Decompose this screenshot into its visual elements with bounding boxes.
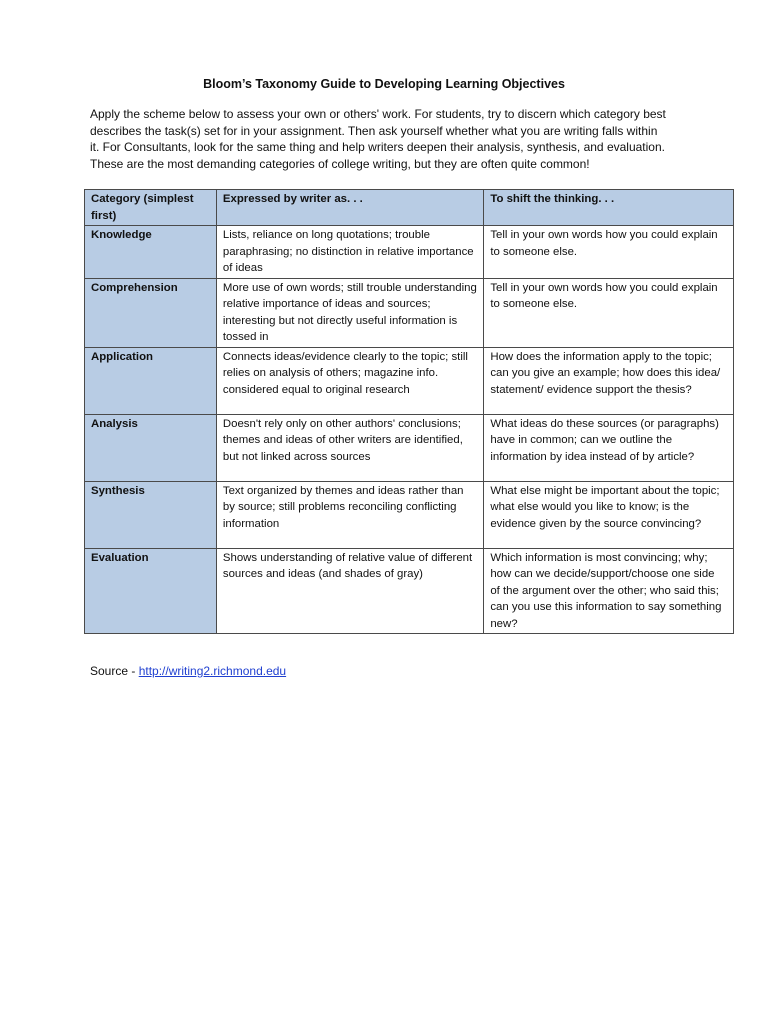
intro-line: Apply the scheme below to assess your own or others' work. For students, try to discern which category best xyxy=(90,107,666,121)
shift-cell: What else might be important about the topic; what else would you like to know; is the evidence given by the source convincing? xyxy=(484,481,734,548)
shift-cell: Tell in your own words how you could explain to someone else. xyxy=(484,226,734,279)
header-shift: To shift the thinking. . . xyxy=(484,190,734,226)
table-row xyxy=(85,548,734,634)
expressed-cell: Lists, reliance on long quotations; trouble paraphrasing; no distinction in relative importance of ideas xyxy=(216,226,483,279)
source-line xyxy=(90,663,286,679)
taxonomy-table xyxy=(84,189,734,634)
table-row xyxy=(85,414,734,481)
intro-line: These are the most demanding categories of college writing, but they are often quite common! xyxy=(90,156,590,171)
expressed-cell: Doesn't rely only on other authors' conclusions; themes and ideas of other writers are identified, but not linked across sources xyxy=(216,414,483,481)
table-header-row xyxy=(85,190,734,226)
category-cell: Evaluation xyxy=(85,548,217,634)
source-link[interactable]: http://writing2.richmond.edu xyxy=(138,664,287,678)
category-cell: Application xyxy=(85,347,217,414)
shift-cell: Which information is most convincing; why; how can we decide/support/choose one side of the argument over the other; who said this; can you use this information to say something new? xyxy=(484,548,734,634)
shift-cell: Tell in your own words how you could explain to someone else. xyxy=(484,278,734,347)
category-cell: Analysis xyxy=(85,414,217,481)
category-cell: Knowledge xyxy=(85,226,217,279)
intro-line: it. For Consultants, look for the same thing and help writers deepen their analysis, synthesis, and evaluation. xyxy=(90,140,665,154)
table-row xyxy=(85,278,734,347)
table-row xyxy=(85,226,734,279)
intro-paragraph xyxy=(90,106,730,172)
shift-cell: What ideas do these sources (or paragraphs) have in common; can we outline the information by idea instead of by article? xyxy=(484,414,734,481)
table-row xyxy=(85,347,734,414)
table-row xyxy=(85,481,734,548)
expressed-cell: Connects ideas/evidence clearly to the topic; still relies on analysis of others; magazine info. considered equal to original research xyxy=(216,347,483,414)
category-cell: Comprehension xyxy=(85,278,217,347)
header-expressed: Expressed by writer as. . . xyxy=(216,190,483,226)
header-category: Category (simplest first) xyxy=(85,190,217,226)
document-title: Bloom’s Taxonomy Guide to Developing Learning Objectives xyxy=(203,77,565,91)
expressed-cell: Shows understanding of relative value of different sources and ideas (and shades of gray) xyxy=(216,548,483,634)
expressed-cell: Text organized by themes and ideas rather than by source; still problems reconciling conflicting information xyxy=(216,481,483,548)
category-cell: Synthesis xyxy=(85,481,217,548)
source-label: Source - xyxy=(90,664,139,678)
intro-line: describes the task(s) set for in your assignment. Then ask yourself whether what you are writing falls within xyxy=(90,123,658,138)
shift-cell: How does the information apply to the topic; can you give an example; how does this idea/ statement/ evidence support the thesis? xyxy=(484,347,734,414)
expressed-cell: More use of own words; still trouble understanding relative importance of ideas and sources; interesting but not directly useful information is tossed in xyxy=(216,278,483,347)
